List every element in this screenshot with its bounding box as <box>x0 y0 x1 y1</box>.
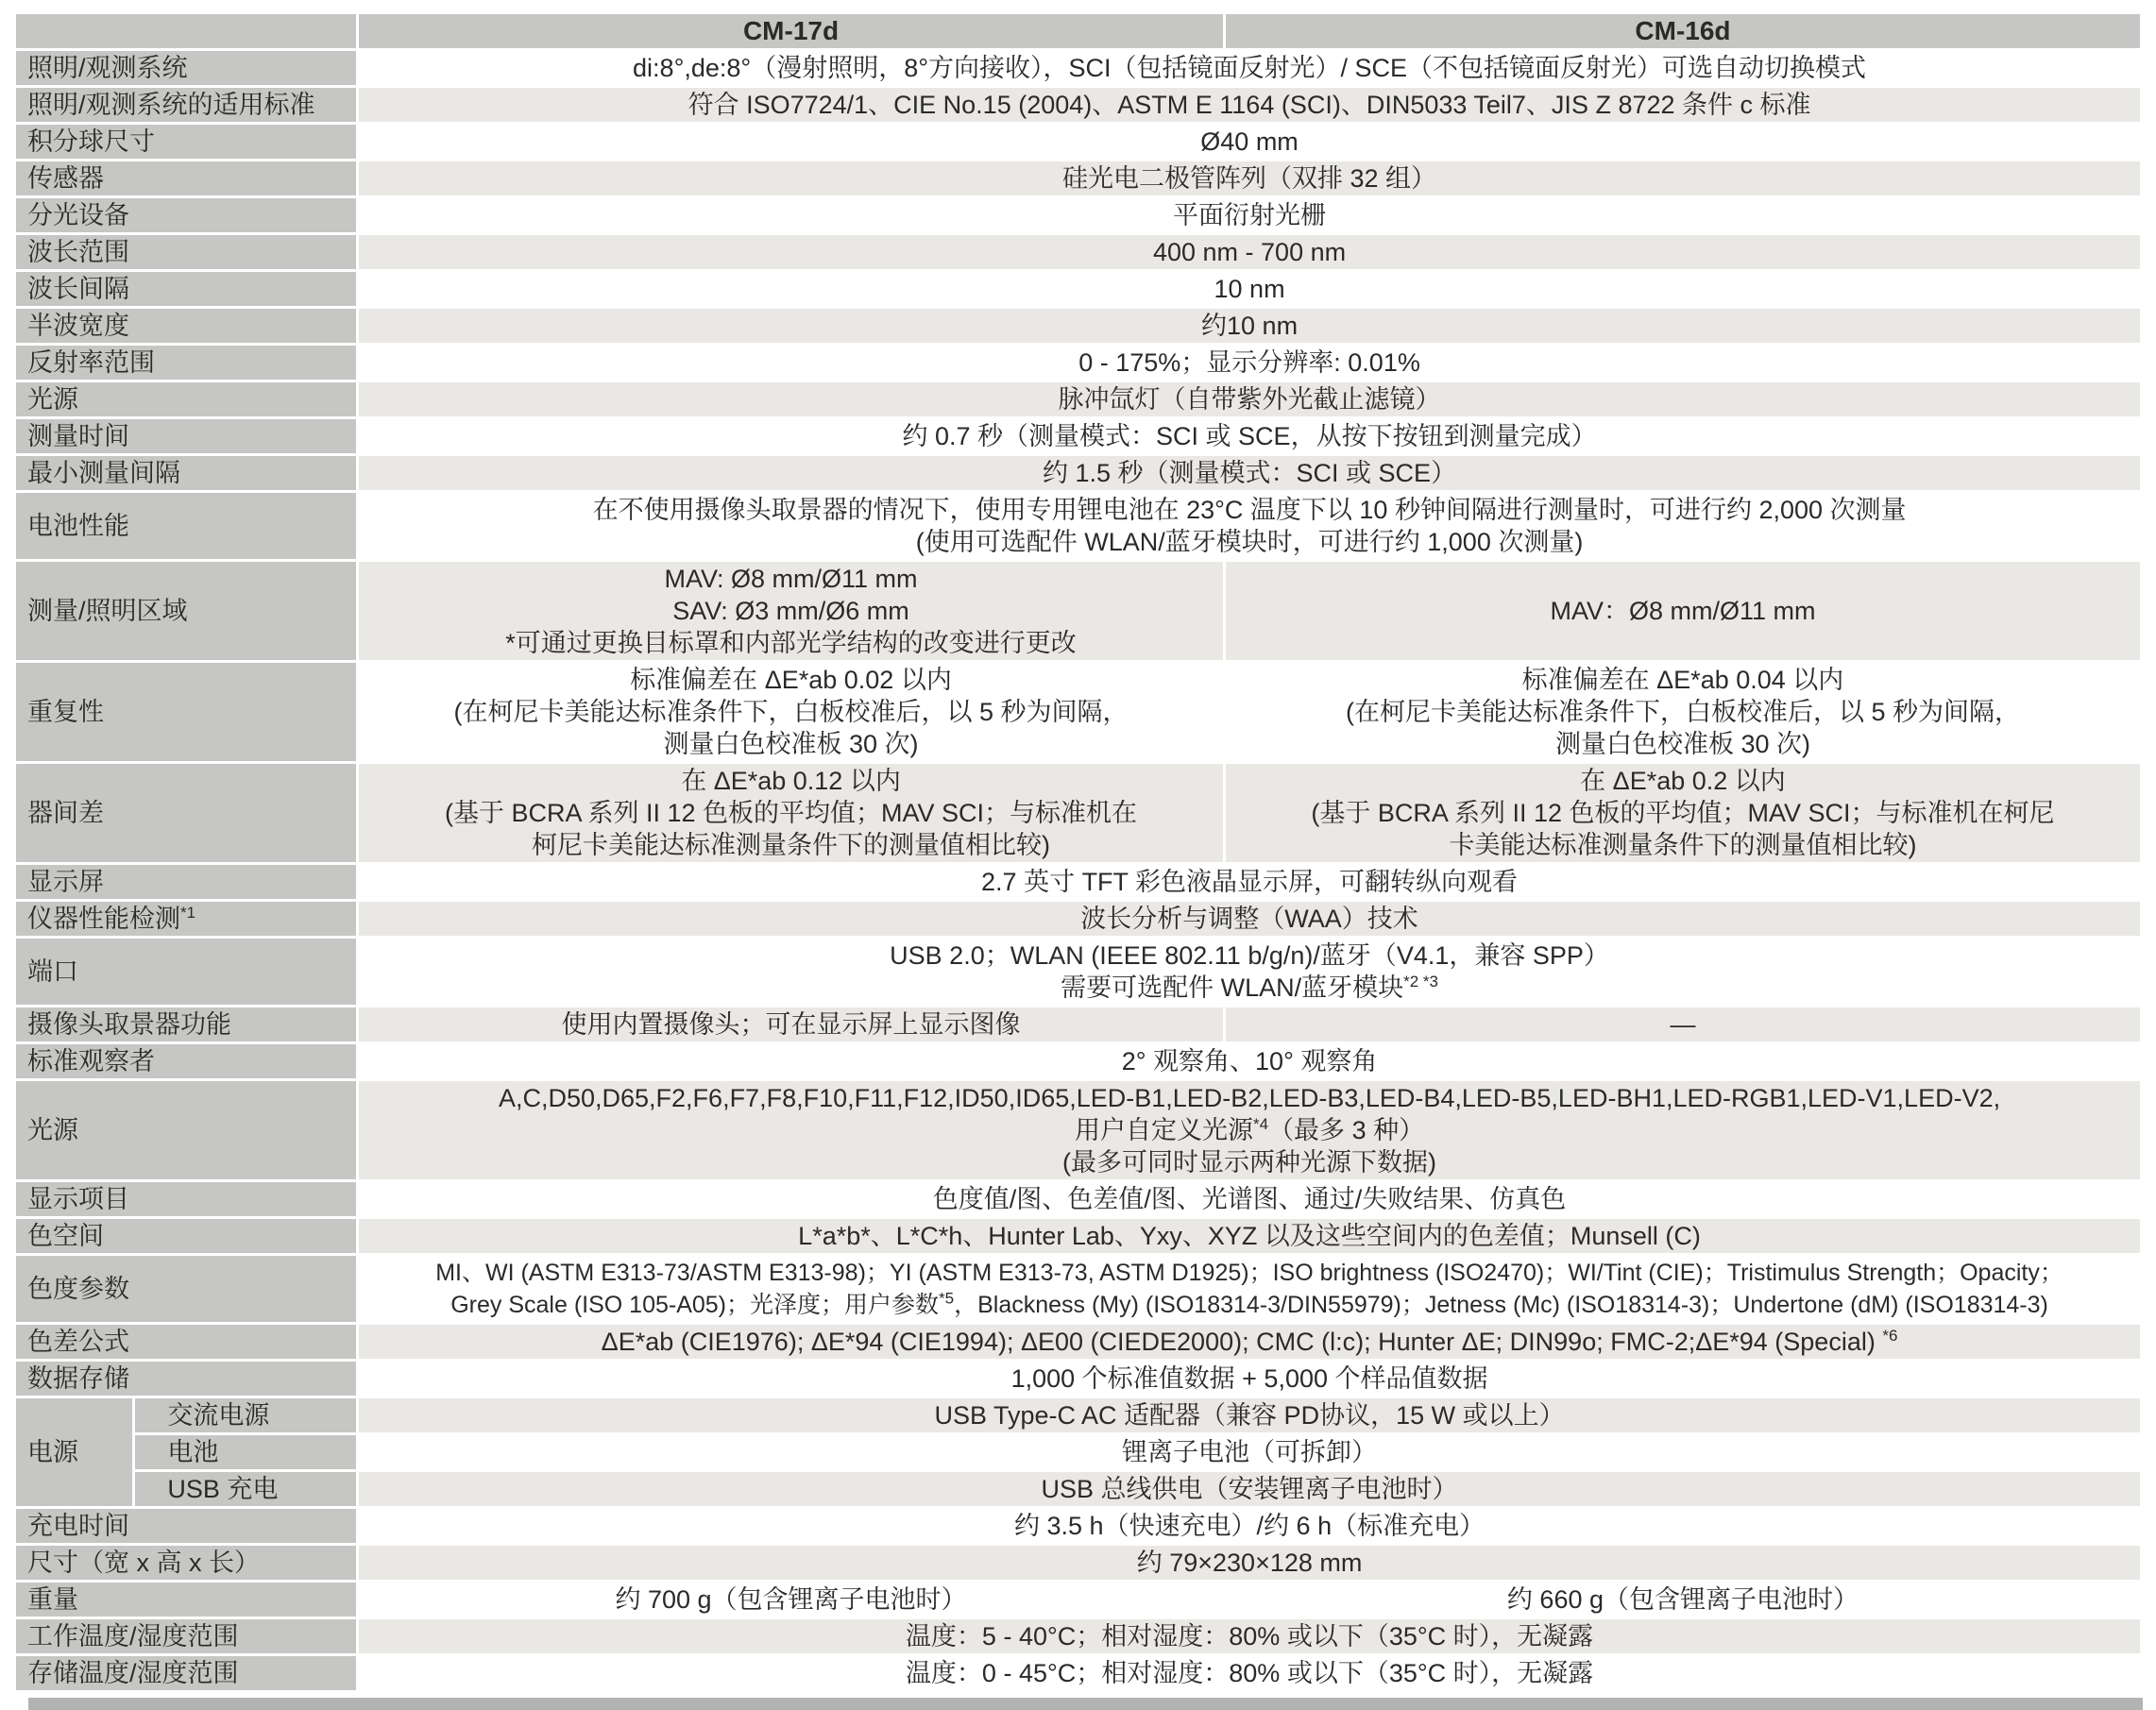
value-text <box>366 1289 2132 1321</box>
row-value <box>359 456 2140 490</box>
row-value <box>359 161 2140 195</box>
row-label: 标准观察者 <box>16 1044 356 1078</box>
row-label: 照明/观测系统 <box>16 51 356 85</box>
table-row-weight <box>16 1583 2140 1617</box>
table-row-min-interval <box>16 456 2140 490</box>
value-text: （最多 3 种） <box>1268 1116 1425 1144</box>
value-text: MAV：Ø8 mm/Ø11 mm <box>1550 597 1816 625</box>
value-text: 需要可选配件 WLAN/蓝牙模块 <box>1061 974 1404 1002</box>
label-text: 仪器性能检测 <box>27 905 180 933</box>
row-value <box>359 419 2140 453</box>
value-text: 1,000 个标准值数据 + 5,000 个样品值数据 <box>1010 1364 1488 1393</box>
value-text: (在柯尼卡美能达标准条件下，白板校准后，以 5 秒为间隔， <box>1345 698 2020 726</box>
table-row-storage-range <box>16 1656 2140 1690</box>
row-label: 最小测量间隔 <box>16 456 356 490</box>
row-value <box>359 1362 2140 1396</box>
row-label: 波长间隔 <box>16 272 356 306</box>
value-text: 约 79×230×128 mm <box>1136 1549 1363 1577</box>
row-label: 摄像头取景器功能 <box>16 1007 356 1041</box>
table-row-lamp <box>16 382 2140 416</box>
value-text: 锂离子电池（可拆卸） <box>1122 1438 1378 1466</box>
value-text: MAV: Ø8 mm/Ø11 mm <box>664 565 918 593</box>
row-value-cm17d <box>359 1583 1223 1617</box>
row-value-cm17d <box>359 764 1223 862</box>
value-text: *可通过更换目标罩和内部光学结构的改变进行更改 <box>505 629 1077 657</box>
value-text: SAV: Ø3 mm/Ø6 mm <box>672 597 909 625</box>
value-text: 约 0.7 秒（测量模式：SCI 或 SCE，从按下按钮到测量完成） <box>902 422 1597 450</box>
value-text: (使用可选配件 WLAN/蓝牙模块时，可进行约 1,000 次测量) <box>915 528 1584 556</box>
value-text: 符合 ISO7724/1、CIE No.15 (2004)、ASTM E 1164 (SCI)、DIN5033 Teil7、JIS Z 8722 条件 c 标准 <box>688 91 1811 119</box>
row-value <box>359 309 2140 343</box>
row-label: 积分球尺寸 <box>16 125 356 159</box>
table-row-sphere-size <box>16 125 2140 159</box>
table-row-performance-check <box>16 902 2140 936</box>
value-text: 在 ΔE*ab 0.2 以内 <box>1580 767 1786 795</box>
row-value <box>359 1081 2140 1179</box>
row-label: 显示项目 <box>16 1182 356 1216</box>
table-row-reflectance-range <box>16 346 2140 380</box>
row-label: 色空间 <box>16 1219 356 1253</box>
value-text: (最多可同时显示两种光源下数据) <box>1062 1148 1437 1177</box>
row-value <box>359 1619 2140 1653</box>
value-text: 400 nm - 700 nm <box>1152 238 1347 266</box>
value-superscript: *5 <box>939 1289 955 1308</box>
row-value <box>359 1656 2140 1690</box>
table-row-color-difference-formula <box>16 1325 2140 1359</box>
row-label: 测量/照明区域 <box>16 562 356 660</box>
value-text: 在不使用摄像头取景器的情况下，使用专用锂电池在 23°C 温度下以 10 秒钟间隔进行测量时，可进行约 2,000 次测量 <box>592 496 1907 524</box>
row-value-cm16d <box>1226 663 2140 761</box>
row-label: 显示屏 <box>16 865 356 899</box>
row-label: 重复性 <box>16 663 356 761</box>
table-row-interfaces <box>16 939 2140 1005</box>
value-text: 平面衍射光栅 <box>1173 201 1327 229</box>
value-text: 测量白色校准板 30 次) <box>1554 730 1810 758</box>
value-text: A,C,D50,D65,F2,F6,F7,F8,F10,F11,F12,ID50,ID65,LED-B1,LED-B2,LED-B3,LED-B4,LED-B5,LED-BH1,LED-RGB1,LED-V1,LED-V2, <box>498 1084 2001 1112</box>
row-label: 尺寸（宽 x 高 x 长） <box>16 1546 356 1580</box>
table-row-illumination-system <box>16 51 2140 85</box>
row-value <box>359 865 2140 899</box>
row-value <box>359 1472 2140 1506</box>
table-row-repeatability <box>16 663 2140 761</box>
row-value <box>359 1182 2140 1216</box>
value-text: 约 700 g（包含锂离子电池时） <box>615 1585 967 1614</box>
value-text: 用户自定义光源 <box>1074 1116 1253 1144</box>
row-label: 光源 <box>16 1081 356 1179</box>
row-label: 光源 <box>16 382 356 416</box>
row-sublabel: 电池 <box>135 1435 356 1469</box>
row-label: 色差公式 <box>16 1325 356 1359</box>
row-label: 传感器 <box>16 161 356 195</box>
table-row-battery <box>16 493 2140 559</box>
row-label: 重量 <box>16 1583 356 1617</box>
row-value <box>359 493 2140 559</box>
value-text <box>366 972 2132 1004</box>
row-label: 分光设备 <box>16 198 356 232</box>
table-row-dimensions <box>16 1546 2140 1580</box>
value-text: — <box>1670 1010 1696 1039</box>
value-text: ，Blackness (My) (ISO18314-3/DIN55979)；Jetness (Mc) (ISO18314-3)；Undertone (dM) (ISO18314-3) <box>954 1292 2048 1318</box>
col-header-cm17d: CM-17d <box>359 14 1223 48</box>
row-value <box>359 88 2140 122</box>
row-label-power: 电源 <box>16 1398 132 1506</box>
table-row-spectral-device <box>16 198 2140 232</box>
row-label: 充电时间 <box>16 1509 356 1543</box>
table-row-standards <box>16 88 2140 122</box>
value-text: di:8°,de:8°（漫射照明，8°方向接收），SCI（包括镜面反射光）/ SCE（不包括镜面反射光）可选自动切换模式 <box>633 54 1867 82</box>
row-label: 反射率范围 <box>16 346 356 380</box>
value-text: 2.7 英寸 TFT 彩色液晶显示屏，可翻转纵向观看 <box>981 868 1519 896</box>
row-value-cm17d <box>359 1007 1223 1041</box>
value-text: USB Type-C AC 适配器（兼容 PD协议，15 W 或以上） <box>934 1401 1565 1430</box>
value-text: 标准偏差在 ΔE*ab 0.02 以内 <box>630 666 952 694</box>
row-value <box>359 1509 2140 1543</box>
table-row-measurement-time <box>16 419 2140 453</box>
value-text: 脉冲氙灯（自带紫外光截止滤镜） <box>1058 385 1441 414</box>
table-row-power-usb <box>16 1472 2140 1506</box>
row-value-cm16d <box>1226 1583 2140 1617</box>
value-text: 0 - 175%；显示分辨率: 0.01% <box>1078 348 1420 377</box>
table-row-inter-instrument <box>16 764 2140 862</box>
row-label: 电池性能 <box>16 493 356 559</box>
value-text: (在柯尼卡美能达标准条件下，白板校准后，以 5 秒为间隔， <box>453 698 1129 726</box>
value-text: 在 ΔE*ab 0.12 以内 <box>681 767 901 795</box>
row-value <box>359 125 2140 159</box>
value-text: 色度值/图、色差值/图、光谱图、通过/失败结果、仿真色 <box>932 1185 1567 1213</box>
value-text: 约 3.5 h（快速充电）/约 6 h（标准充电） <box>1014 1512 1485 1540</box>
value-text: MI、WI (ASTM E313-73/ASTM E313-98)；YI (ASTM E313-73, ASTM D1925)；ISO brightness (ISO2470)；WI/Tint (CIE)；Tristimulus Strength；Opacity； <box>435 1260 2063 1286</box>
value-text: 使用内置摄像头；可在显示屏上显示图像 <box>561 1010 1021 1039</box>
row-value <box>359 1398 2140 1432</box>
value-text: Ø40 mm <box>1200 127 1299 156</box>
table-row-wavelength-range <box>16 235 2140 269</box>
value-text: 2° 观察角、10° 观察角 <box>1121 1047 1378 1075</box>
row-value <box>359 1325 2140 1359</box>
table-row-colorimetric-indices <box>16 1256 2140 1322</box>
table-row-half-bandwidth <box>16 309 2140 343</box>
row-label: 测量时间 <box>16 419 356 453</box>
value-text: 波长分析与调整（WAA）技术 <box>1080 905 1418 933</box>
value-text: USB 2.0；WLAN (IEEE 802.11 b/g/n)/蓝牙（V4.1，兼容 SPP） <box>890 941 1609 970</box>
value-text: (基于 BCRA 系列 II 12 色板的平均值；MAV SCI；与标准机在 <box>444 799 1138 827</box>
value-text: 温度：0 - 45°C；相对湿度：80% 或以下（35°C 时），无凝露 <box>905 1659 1594 1687</box>
value-superscript: *4 <box>1252 1115 1269 1133</box>
value-text: 测量白色校准板 30 次) <box>663 730 919 758</box>
value-text: 约 1.5 秒（测量模式：SCI 或 SCE） <box>1043 459 1457 487</box>
row-value <box>359 272 2140 306</box>
row-value-cm17d <box>359 562 1223 660</box>
row-value <box>359 1044 2140 1078</box>
row-value <box>359 346 2140 380</box>
value-text: 硅光电二极管阵列（双排 32 组） <box>1062 164 1437 193</box>
value-text <box>366 1114 2132 1146</box>
value-text: L*a*b*、L*C*h、Hunter Lab、Yxy、XYZ 以及这些空间内的色差值；Munsell (C) <box>798 1222 1701 1250</box>
table-row-wavelength-pitch <box>16 272 2140 306</box>
value-text: 10 nm <box>1214 275 1285 303</box>
value-text: 温度：5 - 40°C；相对湿度：80% 或以下（35°C 时），无凝露 <box>905 1622 1594 1651</box>
row-value <box>359 235 2140 269</box>
row-label: 器间差 <box>16 764 356 862</box>
row-label <box>16 902 356 936</box>
value-text: USB 总线供电（安装锂离子电池时） <box>1041 1475 1458 1503</box>
table-row-data-memory <box>16 1362 2140 1396</box>
table-row-display-items <box>16 1182 2140 1216</box>
value-text: 约 660 g（包含锂离子电池时） <box>1506 1585 1859 1614</box>
value-text: 卡美能达标准测量条件下的测量值相比较) <box>1449 831 1917 859</box>
value-superscript: *2 *3 <box>1403 973 1438 990</box>
table-row-operating-range <box>16 1619 2140 1653</box>
value-text: ΔE*ab (CIE1976); ΔE*94 (CIE1994); ΔE00 (CIEDE2000); CMC (l:c); Hunter ΔE; DIN99o; FMC-2;ΔE*94 (Special) <box>601 1328 1883 1356</box>
table-row-color-space <box>16 1219 2140 1253</box>
label-superscript: *1 <box>180 904 196 922</box>
table-row-power-battery <box>16 1435 2140 1469</box>
value-superscript: *6 <box>1882 1327 1898 1345</box>
bottom-divider-bar <box>28 1698 2143 1710</box>
col-header-cm16d: CM-16d <box>1226 14 2140 48</box>
header-empty-cell <box>16 14 356 48</box>
row-sublabel: 交流电源 <box>135 1398 356 1432</box>
table-row-camera-viewfinder <box>16 1007 2140 1041</box>
row-value-cm16d <box>1226 562 2140 660</box>
value-text: (基于 BCRA 系列 II 12 色板的平均值；MAV SCI；与标准机在柯尼 <box>1311 799 2055 827</box>
row-value <box>359 1435 2140 1469</box>
row-value <box>359 382 2140 416</box>
row-value <box>359 198 2140 232</box>
table-row-measurement-area <box>16 562 2140 660</box>
row-value-cm16d <box>1226 1007 2140 1041</box>
row-value-cm16d <box>1226 764 2140 862</box>
row-label: 波长范围 <box>16 235 356 269</box>
table-row-sensor <box>16 161 2140 195</box>
header-row <box>16 14 2140 48</box>
row-value <box>359 1256 2140 1322</box>
table-row-observer <box>16 1044 2140 1078</box>
row-label: 色度参数 <box>16 1256 356 1322</box>
row-value <box>359 1546 2140 1580</box>
row-value-cm17d <box>359 663 1223 761</box>
row-label: 端口 <box>16 939 356 1005</box>
value-text <box>366 1326 2132 1358</box>
table-row-power-ac <box>16 1398 2140 1432</box>
value-text: 标准偏差在 ΔE*ab 0.04 以内 <box>1521 666 1844 694</box>
row-label: 半波宽度 <box>16 309 356 343</box>
value-text: 柯尼卡美能达标准测量条件下的测量值相比较) <box>532 831 1051 859</box>
row-sublabel: USB 充电 <box>135 1472 356 1506</box>
row-value <box>359 51 2140 85</box>
row-label: 工作温度/湿度范围 <box>16 1619 356 1653</box>
row-value <box>359 1219 2140 1253</box>
row-label: 存储温度/湿度范围 <box>16 1656 356 1690</box>
row-label: 数据存储 <box>16 1362 356 1396</box>
spec-table <box>13 11 2143 1693</box>
value-text: 约10 nm <box>1201 312 1299 340</box>
row-value <box>359 902 2140 936</box>
row-value <box>359 939 2140 1005</box>
value-text: Grey Scale (ISO 105-A05)；光泽度；用户参数 <box>450 1292 940 1318</box>
table-row-illuminants <box>16 1081 2140 1179</box>
row-label: 照明/观测系统的适用标准 <box>16 88 356 122</box>
table-row-display <box>16 865 2140 899</box>
table-row-charging-time <box>16 1509 2140 1543</box>
